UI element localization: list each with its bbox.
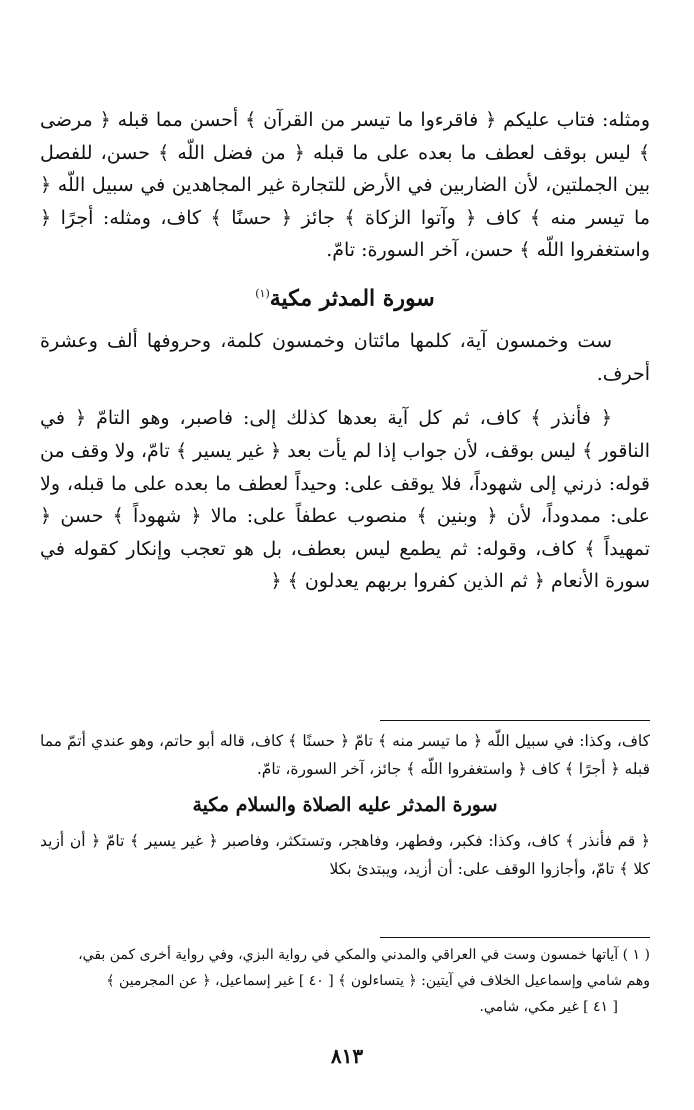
main-paragraph-1: ومثله: فتاب عليكم ﴿ فاقرءوا ما تيسر من القرآن ﴾ أحسن مما قبله ﴿ مرضى ﴾ ليس بوقف لعطف ما بعده على ما قبله ﴿ من فضل اللّه ﴾ حسن، للفصل بين الجملتين، لأن الضاربين في الأرض للتجارة غير المجاهدين في سبيل اللّه ﴿ ما تيسر منه ﴾ كاف ﴿ وآتوا الزكاة ﴾ جائز ﴿ حسنًا ﴾ كاف، ومثله: أجرًا ﴿ واستغفروا اللّه ﴾ حسن، آخر السورة: تامّ. [40, 109, 650, 262]
surah-title-text: سورة المدثر مكية [269, 285, 435, 312]
surah-title [40, 277, 650, 315]
commentary-title: سورة المدثر عليه الصلاة والسلام مكية [192, 794, 498, 816]
footnote-line-2: وهم شامي وإسماعيل الخلاف في آيتين: ﴿ يتساءلون ﴾ [ ٤٠ ] غير إسماعيل، ﴿ عن المجرمين ﴾ [106, 973, 650, 989]
footnote-line-1: ( ١ ) آياتها خمسون وست في العراقي والمدني والمكي في رواية البزي، وفي رواية أخرى كمن بقي، [78, 947, 650, 963]
footnote-line-3: [ ٤١ ] غير مكي، شامي. [479, 999, 618, 1015]
footnote-section [40, 942, 650, 1020]
commentary-section [40, 727, 650, 883]
page-number: ٨١٣ [330, 1044, 364, 1068]
main-text [40, 104, 650, 598]
commentary-paragraph-2: ﴿ قم فأنذر ﴾ كاف، وكذا: فكبر، وفطهر، وفاهجر، وتستكثر، وفاصبر ﴿ غير يسير ﴾ تامّ ﴿ أن أزيد كلا ﴾ تامّ، وأجازوا الوقف على: أن أزيد، ويبتدئ بكلا [40, 832, 650, 878]
main-paragraph-2: ست وخمسون آية، كلمها مائتان وخمسون كلمة، وحروفها ألف وعشرة أحرف. [40, 330, 650, 385]
commentary-divider [380, 720, 650, 721]
footnote-divider [380, 937, 650, 938]
footnote-marker: (١) [255, 286, 270, 300]
commentary-paragraph-1: كاف، وكذا: في سبيل اللّه ﴿ ما تيسر منه ﴾ تامّ ﴿ حسنًا ﴾ كاف، قاله أبو حاتم، وهو عندي أتمّ مما قبله ﴿ أجرًا ﴾ كاف ﴿ واستغفروا اللّه ﴾ جائز، آخر السورة، تامّ. [40, 732, 650, 778]
main-paragraph-3: ﴿ فأنذر ﴾ كاف، ثم كل آية بعدها كذلك إلى: فاصبر، وهو التامّ ﴿ في الناقور ﴾ ليس بوقف، لأن جواب إذا لم يأت بعد ﴿ غير يسير ﴾ تامّ، ولا وقف من قوله: ذرني إلى شهوداً، فلا يوقف على: وحيداً لعطف ما بعده على ما قبله، ولا على: ممدوداً، لأن ﴿ وبنين ﴾ منصوب عطفاً على: مالا ﴿ شهوداً ﴾ حسن ﴿ تمهيداً ﴾ كاف، وقوله: ثم يطمع ليس بعطف، بل هو تعجب وإنكار كقوله في سورة الأنعام ﴿ ثم الذين كفروا بربهم يعدلون ﴾ ﴿ [40, 407, 650, 593]
